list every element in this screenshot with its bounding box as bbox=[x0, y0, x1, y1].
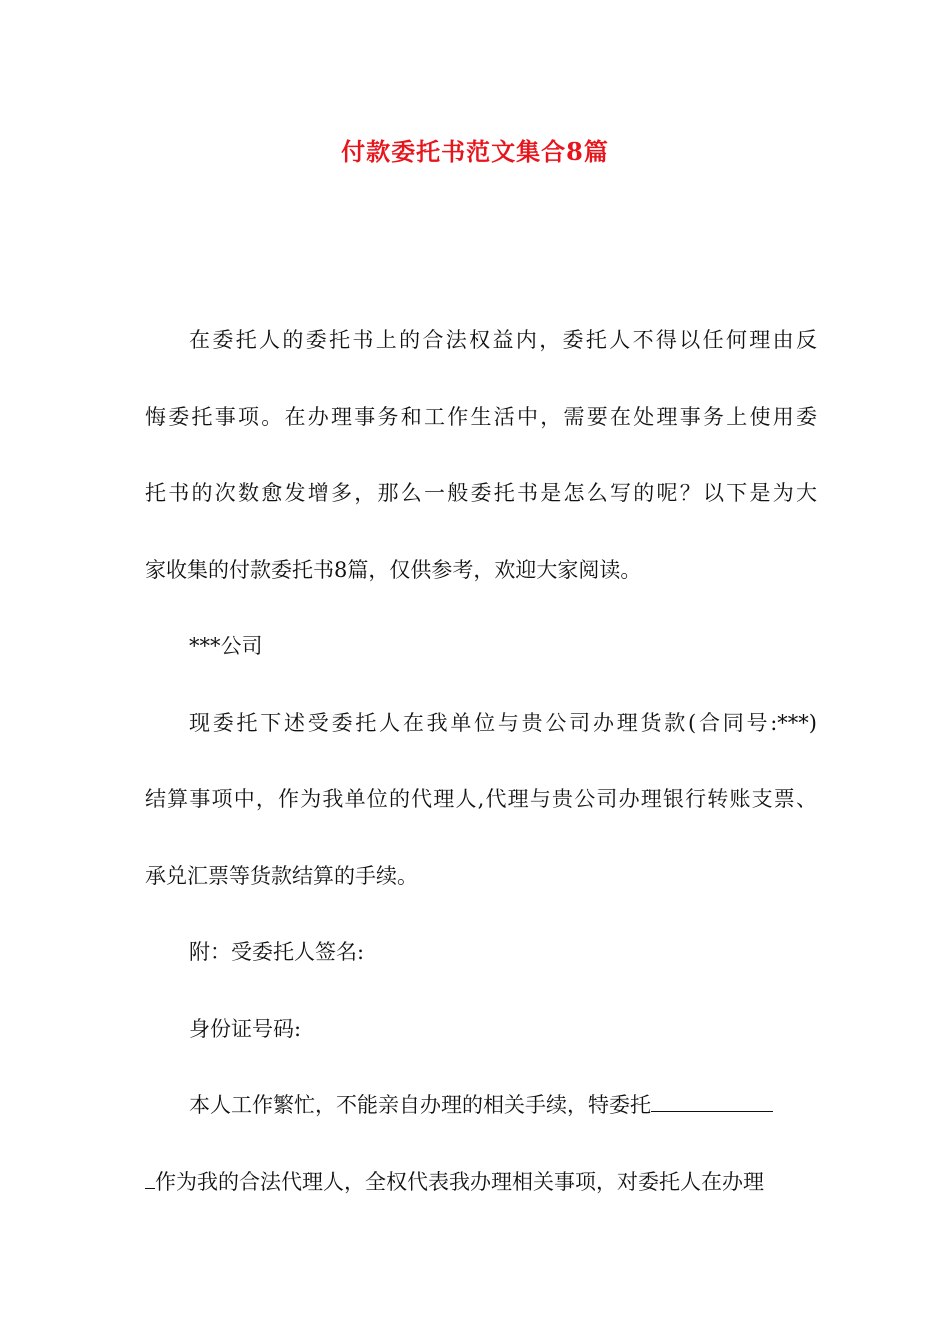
intro-line-4: 家收集的付款委托书8篇，仅供参考，欢迎大家阅读。 bbox=[145, 557, 642, 582]
intro-line-1: 在委托人的委托书上的合法权益内，委托人不得以任何理由反 bbox=[189, 328, 817, 352]
entrust-line-2: 结算事项中，作为我单位的代理人,代理与贵公司办理银行转账支票、 bbox=[145, 787, 817, 811]
agent-name-blank-continued bbox=[145, 1168, 155, 1189]
agent-name-blank bbox=[651, 1091, 773, 1112]
attachment-signature-label: 附：受委托人签名: bbox=[189, 940, 365, 964]
document-body bbox=[145, 320, 817, 1238]
addressee: ***公司 bbox=[189, 634, 263, 658]
id-number-label: 身份证号码: bbox=[189, 1016, 302, 1041]
entrust-line-1: 现委托下述受委托人在我单位与贵公司办理货款(合同号:***) bbox=[189, 710, 817, 735]
personal-line-2-text: 作为我的合法代理人，全权代表我办理相关事项，对委托人在办理 bbox=[155, 1169, 764, 1194]
document-title: 付款委托书范文集合8篇 bbox=[341, 137, 609, 166]
personal-line-1 bbox=[145, 1085, 817, 1162]
intro-line-2: 悔委托事项。在办理事务和工作生活中，需要在处理事务上使用委 bbox=[145, 404, 817, 429]
personal-line-1-text: 本人工作繁忙，不能亲自办理的相关手续，特委托 bbox=[189, 1093, 651, 1117]
personal-line-2 bbox=[145, 1162, 817, 1239]
intro-line-3: 托书的次数愈发增多，那么一般委托书是怎么写的呢？以下是为大 bbox=[145, 481, 817, 505]
entrust-line-3: 承兑汇票等货款结算的手续。 bbox=[145, 863, 418, 888]
